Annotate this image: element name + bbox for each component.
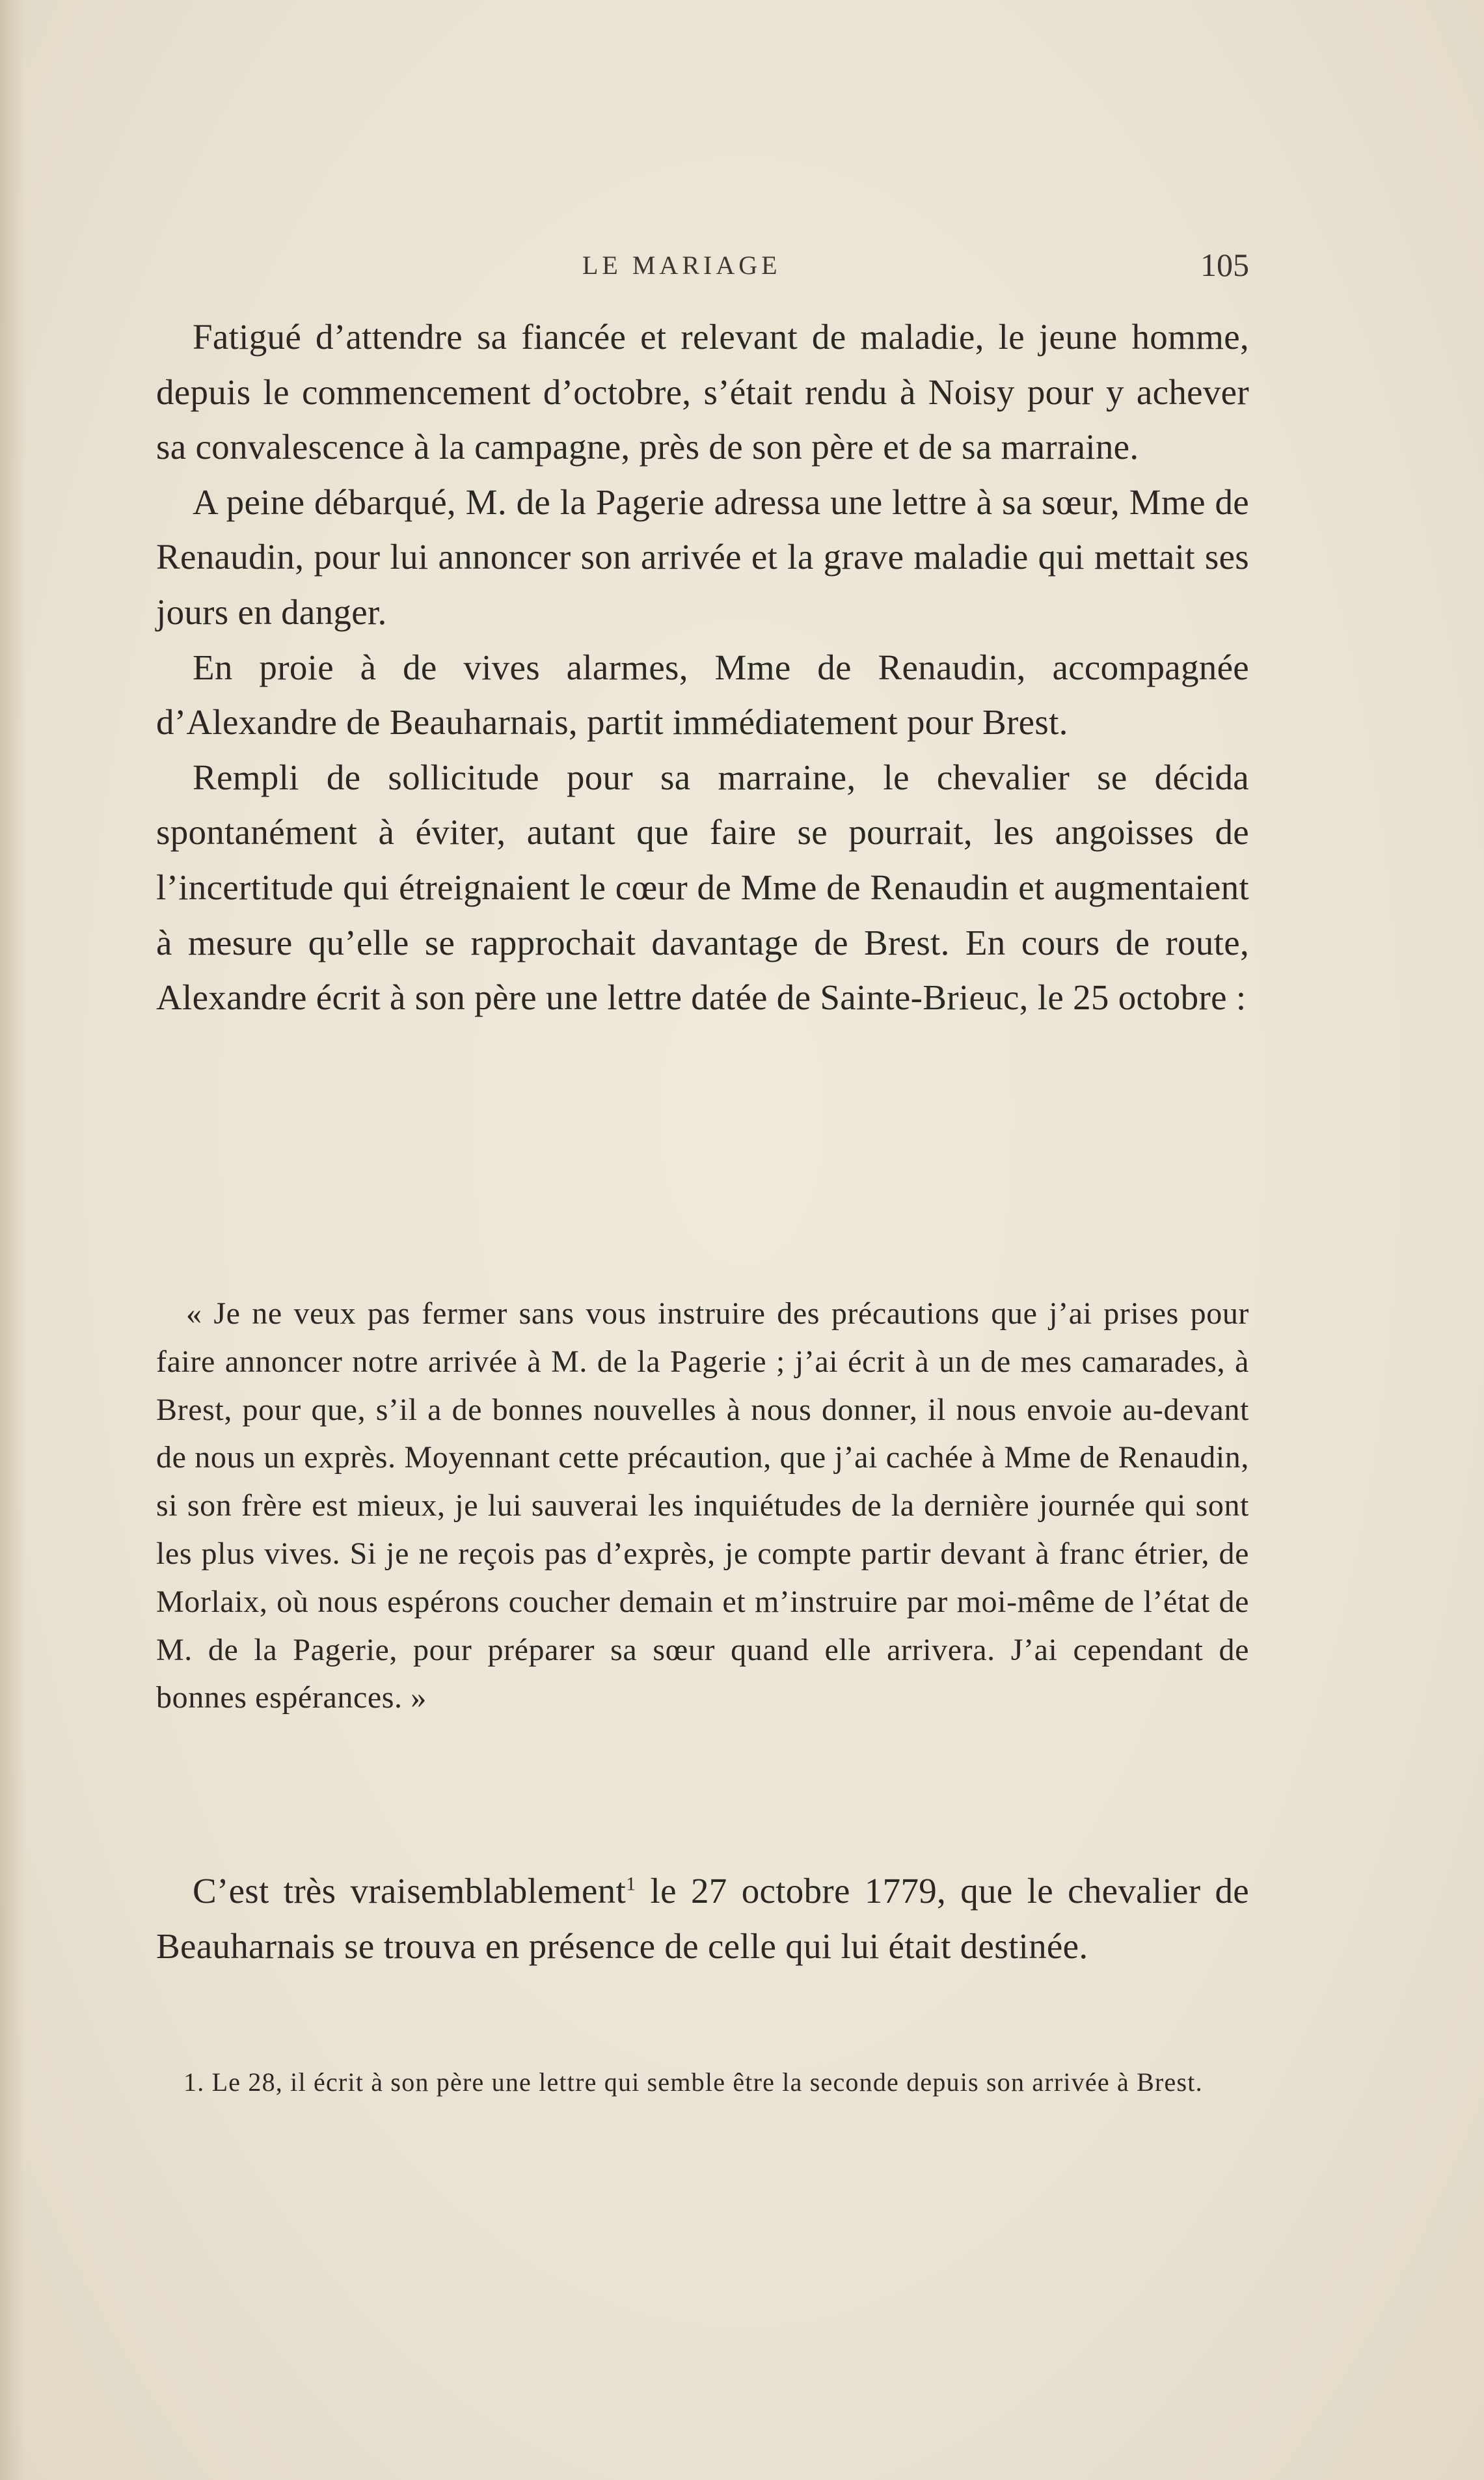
footnote-reference: 1: [626, 1873, 636, 1895]
footnote: 1. Le 28, il écrit à son père une lettre qui semble être la seconde depuis son arrivée à Brest.: [183, 2067, 1203, 2097]
closing-text: [156, 1864, 1249, 1974]
footnote-area: [156, 2063, 1243, 2102]
page-edge-shadow: [0, 0, 26, 2480]
running-title: LE MARIAGE: [582, 251, 781, 280]
paragraph: A peine débarqué, M. de la Pagerie adressa une lettre à sa sœur, Mme de Renaudin, pour lui annoncer son arrivée et la grave maladie qui mettait ses jours en danger.: [156, 482, 1249, 632]
closing-text-end: le 27 octobre 1779, que le chevalier de Beauharnais se trouva en présence de celle qui lui était destinée.: [156, 1871, 1250, 1966]
paragraph: Fatigué d’attendre sa fiancée et relevant de maladie, le jeune homme, depuis le commencement d’octobre, s’était rendu à Noisy pour y achever sa convalescence à la campagne, près de son père et de sa marraine.: [156, 317, 1249, 467]
main-text: [156, 310, 1249, 1026]
quoted-letter: [156, 1290, 1249, 1722]
closing-text-start: C’est très vraisemblablement: [193, 1871, 627, 1911]
paragraph: Rempli de sollicitude pour sa marraine, le chevalier se décida spontanément à éviter, autant que faire se pourrait, les angoisses de l’incertitude qui étreignaient le cœur de Mme de Renaudin et augmentaient à mesure qu’elle se rapprochait davantage de Brest. En cours de route, Alexandre écrit à son père une lettre datée de Sainte-Brieuc, le 25 octobre :: [156, 757, 1249, 1018]
page-number: 105: [1200, 247, 1249, 283]
quote-paragraph: « Je ne veux pas fermer sans vous instruire des précautions que j’ai prises pour faire annoncer notre arrivée à M. de la Pagerie ; j’ai écrit à un de mes camarades, à Brest, pour que, s’il a de bonnes nouvelles à nous donner, il nous envoie au-devant de nous un exprès. Moyennant cette précaution, que j’ai cachée à Mme de Renaudin, si son frère est mieux, je lui sauverai les inquiétudes de la dernière journée qui sont les plus vives. Si je ne reçois pas d’exprès, je compte partir devant à franc étrier, de Morlaix, où nous espérons coucher demain et m’instruire par moi-même de l’état de M. de la Pagerie, pour préparer sa sœur quand elle arrivera. J’ai cependant de bonnes espérances. »: [156, 1296, 1249, 1715]
closing-paragraph: [156, 1864, 1249, 1974]
paragraph: En proie à de vives alarmes, Mme de Renaudin, accompagnée d’Alexandre de Beauharnais, partit immédiatement pour Brest.: [156, 647, 1249, 743]
page-header: [156, 247, 1249, 289]
